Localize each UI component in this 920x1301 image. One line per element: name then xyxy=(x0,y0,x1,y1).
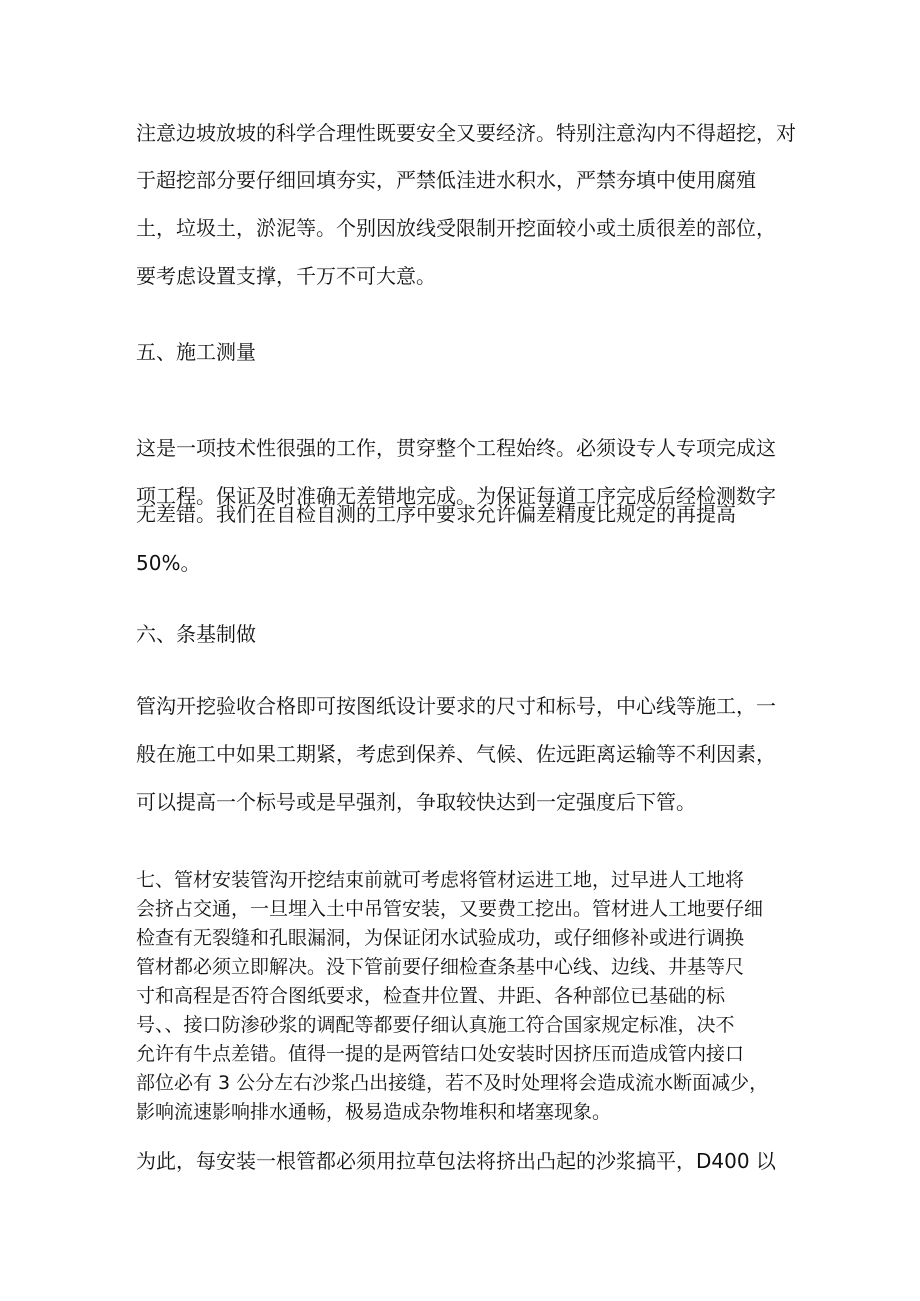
para1-line-3: 土，垃圾土，淤泥等。个别因放线受限制开挖面较小或土质很差的部位， xyxy=(136,216,776,240)
section-heading-6: 六、条基制做 xyxy=(136,622,256,646)
para3-line-3: 可以提高一个标号或是早强剂，争取较快达到一定强度后下管。 xyxy=(136,790,696,814)
para2-line-2: 项工程。保证及时准确无差错地完成。为保证每道工序完成后经检测数字 xyxy=(136,484,776,508)
para4-line-7: 允许有牛点差错。值得一提的是两管结口处安装时因挤压而造成管内接口 xyxy=(136,1043,745,1065)
para1-line-1: 注意边坡放坡的科学合理性既要安全又要经济。特别注意沟内不得超挖，对 xyxy=(136,121,796,145)
para4-line-9: 影响流速影响排水通畅，极易造成杂物堆积和堵塞现象。 xyxy=(136,1101,612,1123)
para2-line-4: 50%。 xyxy=(136,551,201,575)
para3-line-2: 般在施工中如果工期紧，考虑到保养、气候、佐远距离运输等不利因素， xyxy=(136,742,776,766)
para3-line-1: 管沟开挖验收合格即可按图纸设计要求的尺寸和标号，中心线等施工，一 xyxy=(136,694,776,718)
para4-line-3: 检查有无裂缝和孔眼漏洞，为保证闭水试验成功，或仔细修补或进行调换 xyxy=(136,927,745,949)
para4-line-5: 寸和高程是否符合图纸要求，检查井位置、井距、各种部位已基础的标 xyxy=(136,985,726,1007)
para4-line-6: 号、、接口防渗砂浆的调配等都要仔细认真施工符合国家规定标准，决不 xyxy=(136,1014,735,1036)
section-heading-5: 五、施工测量 xyxy=(136,340,256,364)
para4-line-2: 会挤占交通，一旦埋入土中吊管安装，又要费工挖出。管材进人工地要仔细 xyxy=(136,898,764,920)
para4-line-8: 部位必有 3 公分左右沙浆凸出接缝，若不及时处理将会造成流水断面减少， xyxy=(136,1072,769,1094)
para2-line-3: 无差错。我们在自检自测的工序中要求允许偏差精度比规定的再提高 xyxy=(136,502,736,526)
para1-line-4: 要考虑设置支撑，千万不可大意。 xyxy=(136,264,436,288)
para1-line-2: 于超挖部分要仔细回填夯实，严禁低洼进水积水，严禁夯填中使用腐殖 xyxy=(136,168,756,192)
para4-line-1: 七、管材安装管沟开挖结束前就可考虑将管材运进工地，过早进人工地将 xyxy=(136,869,745,891)
para2-line-1: 这是一项技术性很强的工作，贯穿整个工程始终。必须设专人专项完成这 xyxy=(136,436,776,460)
para4-line-4: 管材都必须立即解决。没下管前要仔细检查条基中心线、边线、井基等尺 xyxy=(136,956,745,978)
para5-line-1: 为此，每安装一根管都必须用拉草包法将挤出凸起的沙浆搞平，D400 以 xyxy=(136,1149,776,1173)
